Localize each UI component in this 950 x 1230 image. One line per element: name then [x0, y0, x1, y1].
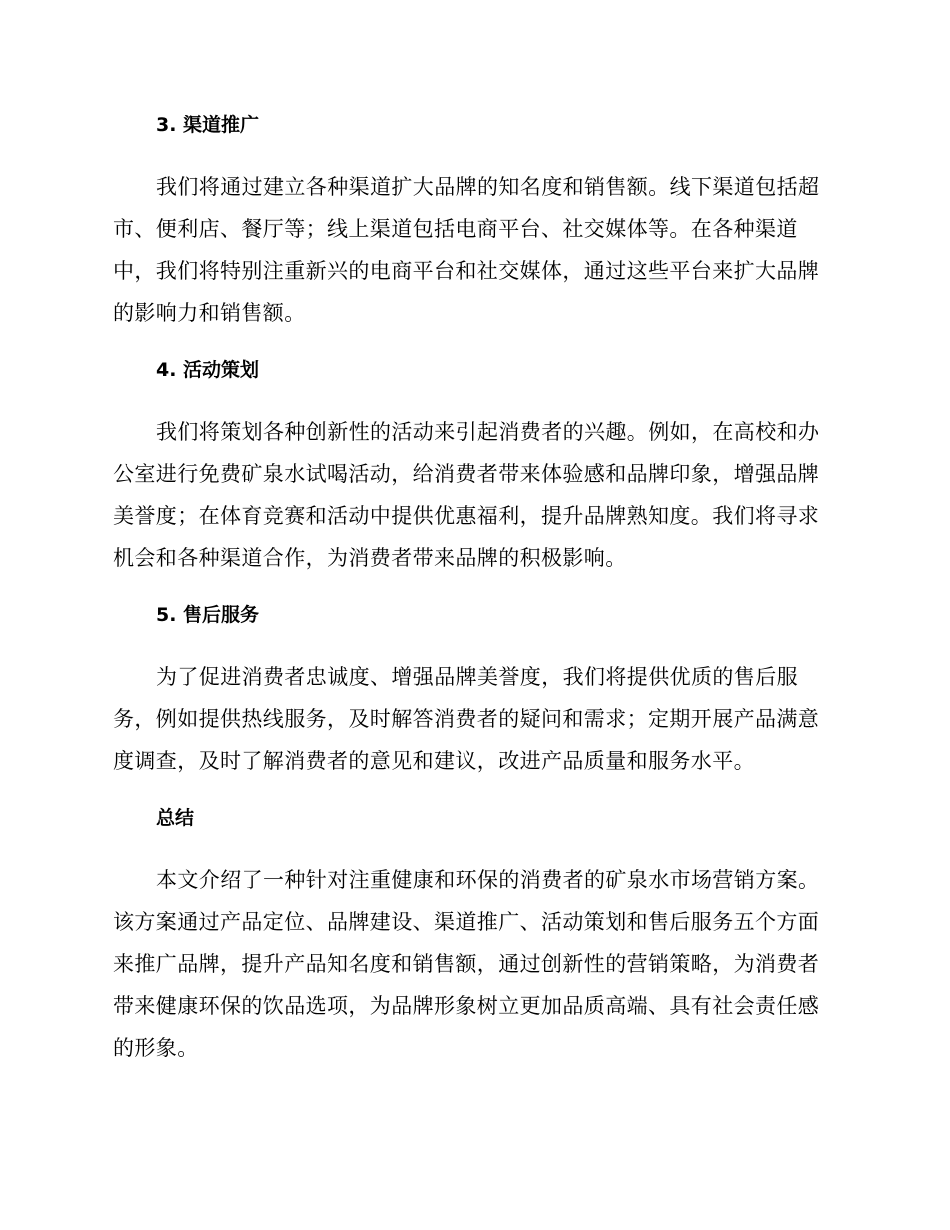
section-event-planning	[113, 355, 833, 600]
section-heading: 4. 活动策划	[156, 359, 260, 381]
section-paragraph: 我们将策划各种创新性的活动来引起消费者的兴趣。例如，在高校和办公室进行免费矿泉水试喝活动，给消费者带来体验感和品牌印象，增强品牌美誉度；在体育竞赛和活动中提供优惠福利，提升品牌熟知度。我们将寻求机会和各种渠道合作，为消费者带来品牌的积极影响。	[113, 420, 820, 570]
section-channel-promotion	[113, 110, 833, 355]
section-heading: 3. 渠道推广	[156, 114, 260, 136]
section-paragraph: 本文介绍了一种针对注重健康和环保的消费者的矿泉水市场营销方案。该方案通过产品定位、品牌建设、渠道推广、活动策划和售后服务五个方面来推广品牌，提升产品知名度和销售额，通过创新性的营销策略，为消费者带来健康环保的饮品选项，为品牌形象树立更加品质高端、具有社会责任感的形象。	[113, 868, 820, 1060]
section-paragraph: 为了促进消费者忠诚度、增强品牌美誉度，我们将提供优质的售后服务，例如提供热线服务，及时解答消费者的疑问和需求；定期开展产品满意度调查，及时了解消费者的意见和建议，改进产品质量和服务水平。	[113, 665, 820, 773]
section-after-sales	[113, 600, 833, 803]
section-heading: 5. 售后服务	[156, 604, 260, 626]
section-heading: 总结	[156, 807, 195, 829]
section-paragraph: 我们将通过建立各种渠道扩大品牌的知名度和销售额。线下渠道包括超市、便利店、餐厅等；线上渠道包括电商平台、社交媒体等。在各种渠道中，我们将特别注重新兴的电商平台和社交媒体，通过这些平台来扩大品牌的影响力和销售额。	[113, 175, 820, 325]
document-page	[113, 110, 833, 1069]
section-summary	[113, 803, 833, 1069]
